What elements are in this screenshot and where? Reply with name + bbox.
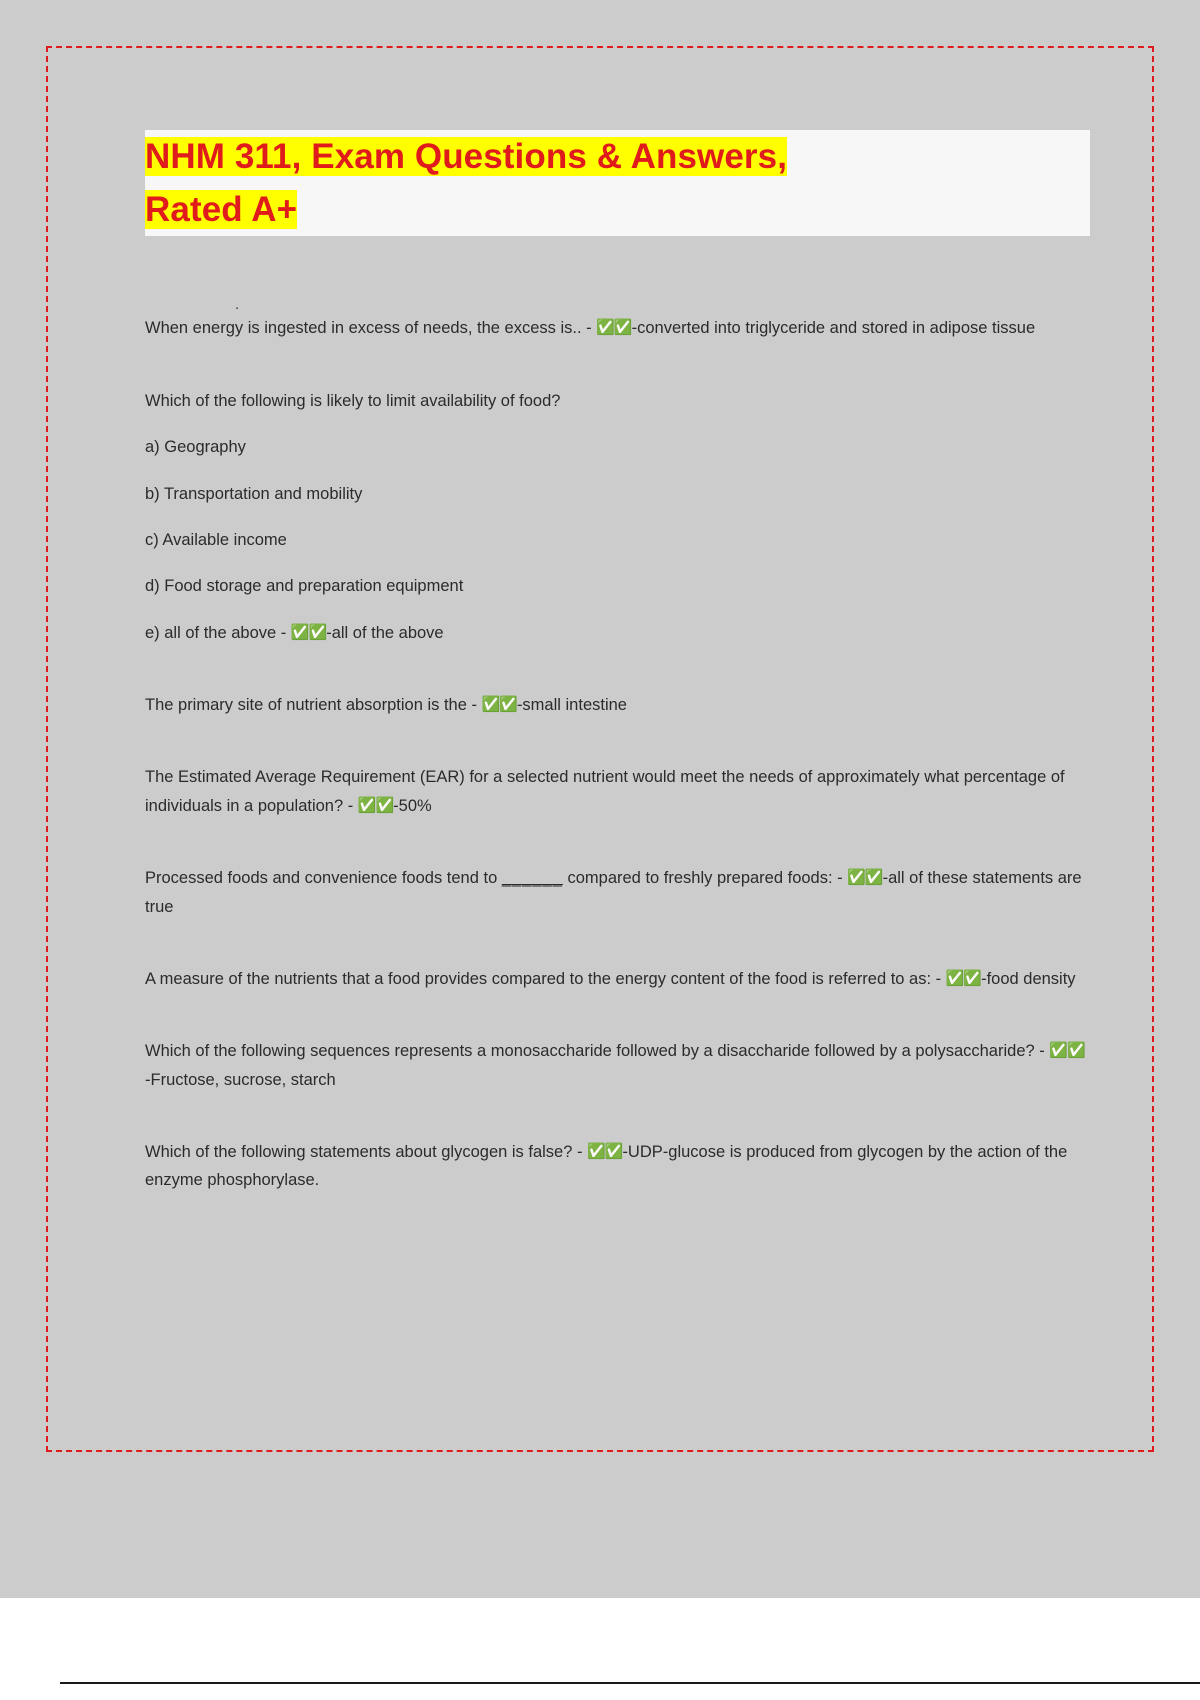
qa-item-8: [145, 1138, 1085, 1195]
question-text-4: The Estimated Average Requirement (EAR) for a selected nutrient would meet the needs of approximately what percentage of individuals in a population? -: [145, 768, 1065, 815]
question-text-2: Which of the following is likely to limit availability of food?: [145, 391, 561, 410]
document-title-block: [145, 130, 1090, 236]
answer-text-7: -Fructose, sucrose, starch: [145, 1070, 336, 1089]
check-mark-icon: ✅✅: [481, 696, 517, 713]
qa-item-3: [145, 691, 1085, 719]
answer-text-5: -all of these statements are true: [145, 869, 1082, 916]
question-text-3: The primary site of nutrient absorption is the -: [145, 696, 482, 714]
check-mark-icon: ✅✅: [587, 1143, 623, 1160]
qa-item-4: [145, 763, 1085, 820]
answer-text-6: -food density: [981, 969, 1076, 988]
page-gutter: [0, 1598, 1200, 1700]
title-line-2: Rated A+: [145, 190, 298, 230]
answer-text-2: -all of the above: [326, 623, 444, 642]
question-text-6: A measure of the nutrients that a food provides compared to the energy content of the food is referred to as: -: [145, 969, 946, 988]
answer-text-4: -50%: [393, 796, 432, 815]
answer-text-3: -small intestine: [516, 696, 627, 714]
question-text-5-part2: compared to freshly prepared foods: -: [562, 869, 848, 888]
check-mark-icon: ✅✅: [357, 796, 394, 814]
option-b: b) Transportation and mobility: [145, 484, 363, 503]
question-text-1: When energy is ingested in excess of needs, the excess is.. -: [145, 319, 597, 338]
document-content: [145, 130, 1090, 1239]
qa-item-2-options: [145, 433, 1090, 647]
option-e-with-answer: [145, 619, 1090, 647]
answer-text-8: -UDP-glucose is produced from glycogen by the action of the enzyme phosphorylase.: [145, 1143, 1068, 1190]
question-text-7: Which of the following sequences represents a monosaccharide followed by a disaccharide followed by a polysaccharide? -: [145, 1042, 1050, 1061]
check-mark-icon: ✅✅: [596, 319, 632, 337]
question-text-8: Which of the following statements about glycogen is false? -: [145, 1143, 588, 1161]
check-mark-icon: ✅✅: [290, 623, 327, 641]
check-mark-icon: ✅✅: [847, 869, 883, 887]
check-mark-icon: ✅✅: [1049, 1042, 1085, 1060]
fill-in-blank: ______: [501, 869, 563, 888]
question-text-5-part1: Processed foods and convenience foods tend to: [145, 869, 502, 888]
bottom-divider: [60, 1682, 1200, 1684]
stray-dot-mark: .: [235, 296, 240, 314]
option-c: c) Available income: [145, 530, 287, 549]
check-mark-icon: ✅✅: [945, 969, 982, 987]
option-d: d) Food storage and preparation equipment: [145, 577, 464, 596]
answer-text-1: -converted into triglyceride and stored in adipose tissue: [631, 319, 1036, 338]
qa-item-6: [145, 965, 1085, 993]
qa-item-2-question: [145, 387, 1085, 415]
title-line-1: NHM 311, Exam Questions & Answers,: [145, 137, 788, 176]
qa-item-1: [145, 314, 1085, 342]
qa-item-5: [145, 864, 1085, 921]
qa-item-7: [145, 1037, 1085, 1094]
option-a: a) Geography: [145, 438, 246, 457]
option-e-label: e) all of the above -: [145, 623, 291, 642]
